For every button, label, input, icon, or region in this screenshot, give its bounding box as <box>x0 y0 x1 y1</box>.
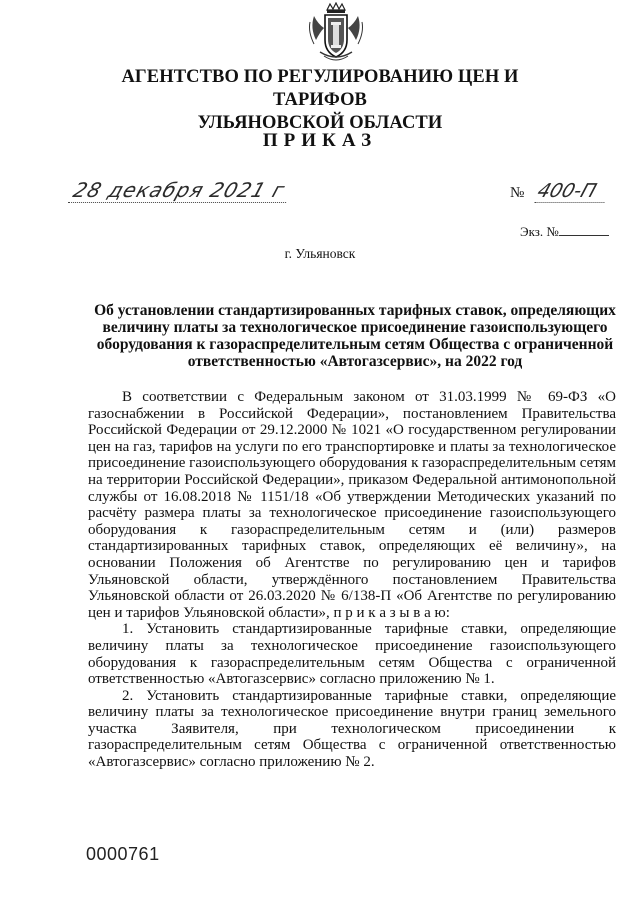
handwritten-number: 400-П <box>534 180 611 203</box>
item-2: 2. Установить стандартизированные тарифные ставки, определяющие величину платы за технологическое присоединение внутри границ земельного участка Заявителя, при технологическом присоединении к газораспределительным сетям Общества с ограниченной ответственностью «Автогазсервис» согласно приложению № 2. <box>88 687 616 771</box>
order-word: п р и к а з ы в а ю: <box>333 604 450 621</box>
intro-paragraph <box>88 389 616 621</box>
handwritten-date: 28 декабря 2021 г <box>68 178 295 203</box>
document-title: Об установлении стандартизированных тарифных ставок, определяющих величину платы за технологическое присоединение газоиспользующего оборудования к газораспределительным сетям Общества с ограниченной ответственностью «Автогазсервис», на 2022 год <box>94 302 616 370</box>
intro-text: В соответствии с Федеральным законом от 31.03.1999 № 69-ФЗ «О газоснабжении в Российской Федерации», постановлением Правительства Российской Федерации от 29.12.2000 № 1021 «О государственном регулировании цен на газ, тарифов на услуги по его транспортировке и платы за технологическое присоединение газоиспользующего оборудования к газораспределительным сетям на территории Российской Федерации», приказом Федеральной антимонопольной службы от 16.08.2018 № 1151/18 «Об утверждении Методических указаний по расчёту размера платы за технологическое присоединение газоиспользующего оборудования к газораспределительным сетям и (или) размеров стандартизированных тарифных ставок, определяющих её величину», на основании Положения об Агентстве по регулированию цен и тарифов Ульяновской области, утверждённого постановлением Правительства Ульяновской области от 26.03.2020 № 6/138-П «Об Агентстве по регулированию цен и тарифов Ульяновской области», <box>88 389 616 621</box>
document-body <box>88 389 616 771</box>
copy-number-label: Экз. № <box>520 224 559 239</box>
agency-name-line2: УЛЬЯНОВСКОЙ ОБЛАСТИ <box>197 113 443 133</box>
agency-name <box>80 66 560 135</box>
coat-of-arms-icon <box>306 2 366 64</box>
agency-name-line1: АГЕНТСТВО ПО РЕГУЛИРОВАНИЮ ЦЕН И ТАРИФОВ <box>121 67 519 110</box>
serial-number: 0000761 <box>86 844 160 864</box>
copy-number-line <box>559 224 609 236</box>
city-name: г. Ульяновск <box>284 246 356 261</box>
document-type: ПРИКАЗ <box>262 130 378 151</box>
copy-number <box>520 224 609 240</box>
item-1: 1. Установить стандартизированные тарифные ставки, определяющие величину платы за технологическое присоединение газоиспользующего оборудования к газораспределительным сетям Общества с ограниченной ответственностью «Автогазсервис» согласно приложению № 1. <box>88 621 616 688</box>
number-label: № <box>510 185 525 201</box>
